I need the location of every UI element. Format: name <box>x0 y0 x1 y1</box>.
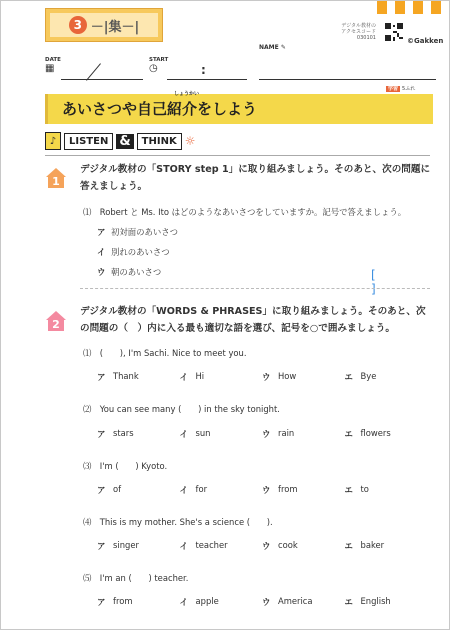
option-a[interactable]: ア 初対面のあいさつ <box>97 227 178 237</box>
question-2-item-1: ⑴ ( ), I'm Sachi. Nice to meet you. <box>83 348 247 358</box>
name-label: NAME ✎ <box>259 44 286 51</box>
date-label: DATE ▦ <box>45 57 61 74</box>
option[interactable]: ア of <box>97 484 122 495</box>
publisher-logo: ©Gakken <box>407 37 444 45</box>
question-2-item-3-options <box>97 484 427 496</box>
option[interactable]: ウ How <box>262 371 297 382</box>
pencil-icon: ✎ <box>280 44 286 51</box>
unit-label: －|集－| <box>90 19 140 35</box>
title-ruby: しょうかい <box>174 91 200 97</box>
question-2-item-4-options <box>97 540 427 552</box>
date-field[interactable] <box>61 79 143 80</box>
option[interactable]: イ Hi <box>179 371 205 382</box>
option[interactable]: ウ from <box>262 484 298 495</box>
option[interactable]: エ baker <box>344 540 385 551</box>
unit-tab <box>45 8 163 42</box>
option[interactable]: イ sun <box>179 428 211 439</box>
question-2-item-3: ⑶ I'm ( ) Kyoto. <box>83 461 168 471</box>
option-i[interactable]: イ 別れのあいさつ <box>97 247 170 257</box>
option[interactable]: ア stars <box>97 428 134 439</box>
question-2-house-icon <box>45 310 67 332</box>
ear-icon: ♪ <box>45 132 61 150</box>
option[interactable]: ア singer <box>97 540 139 551</box>
svg-text:1: 1 <box>52 175 60 188</box>
option[interactable]: エ Bye <box>344 371 377 382</box>
name-field[interactable] <box>259 79 436 80</box>
question-2-item-2: ⑵ You can see many ( ) in the sky tonight. <box>83 404 280 414</box>
question-2-item-5-options <box>97 596 427 608</box>
lightbulb-icon: ☼ <box>184 134 196 148</box>
corner-stripes <box>377 1 441 14</box>
option[interactable]: エ English <box>344 596 391 607</box>
option-u[interactable]: ウ 朝のあいさつ <box>97 267 162 277</box>
lesson-title-band <box>48 91 433 124</box>
calendar-icon: ▦ <box>45 63 55 74</box>
listen-think-header: ♪ LISTEN & THINK ☼ <box>45 132 195 150</box>
level-tag: 学習 5ふれ <box>388 86 416 92</box>
start-label: START ◷ <box>149 57 169 74</box>
option[interactable]: イ teacher <box>179 540 228 551</box>
question-2-item-4: ⑷ This is my mother. She's a science ( ). <box>83 517 273 527</box>
question-1-instruction: デジタル教材の「STORY step 1」に取り組みましょう。そのあと、次の問題に答えましょう。 <box>80 164 431 192</box>
option[interactable]: ウ cook <box>262 540 298 551</box>
question-2-instruction: デジタル教材の「WORDS & PHRASES」に取り組みましょう。そのあと、次の問題の（ ）内に入る最も適切な語を選び、記号を○で囲みましょう。 <box>80 306 426 334</box>
option[interactable]: イ for <box>179 484 208 495</box>
unit-number: 3 <box>69 16 87 34</box>
option[interactable]: ア from <box>97 596 133 607</box>
worksheet-page: 3 －|集－| デジタル教材の アクセスコード 030101 ©Gakken NAME ✎ DATE ▦ START ◷ : 学習 5ふれ あいさつや自己紹介をしよう しょうかい ♪ LISTEN & THINK ☼ 1 デジタル教材の「STORY step 1」に取り組みましょう。そのあと、次の問題に答えましょう。 ⑴ Robert と Ms. Ito はどのようなあいさつをしていますか。記号で答えましょう。 ア 初対面のあいさつ イ 別れのあいさつ ウ 朝のあいさつ [ ] 2 デジタル教材の「WORDS & PHRASES」に取り組みましょう。そのあと、次の問題の（ ）内に入る最も適切な語を選び、記号を○で囲みましょう。 ⑴ ( ), I'm Sachi. Nice to meet you. ア Thank イ Hi ウ How エ Bye ⑵ You can see many ( ) in the sky tonight. ア stars イ sun ウ rain エ flowers ⑶ I'm ( ) Kyoto. ア of イ for ウ from エ to ⑷ This is my mother. She's a science ( ). ア singer イ teacher ウ cook エ baker ⑸ I'm an ( ) teacher. ア from イ apple ウ America エ English <box>0 0 450 630</box>
option[interactable]: ウ rain <box>262 428 295 439</box>
question-1-house-icon <box>45 167 67 189</box>
question-1-options <box>97 226 178 286</box>
option[interactable]: ウ America <box>262 596 313 607</box>
option[interactable]: ア Thank <box>97 371 139 382</box>
question-2-item-1-options <box>97 371 427 383</box>
start-time-field[interactable] <box>167 79 247 80</box>
qr-code-icon <box>385 23 403 41</box>
option[interactable]: イ apple <box>179 596 219 607</box>
option[interactable]: エ to <box>344 484 369 495</box>
lesson-title: あいさつや自己紹介をしよう しょうかい <box>62 91 258 118</box>
svg-text:2: 2 <box>52 318 60 331</box>
option[interactable]: エ flowers <box>344 428 391 439</box>
qr-label: デジタル教材の アクセスコード 030101 <box>341 23 376 41</box>
question-2-item-2-options <box>97 428 427 440</box>
answer-bracket[interactable]: [ ] <box>371 268 412 296</box>
question-1-sub1: ⑴ Robert と Ms. Ito はどのようなあいさつをしていますか。記号で答えましょう。 <box>83 207 407 217</box>
question-2-item-5: ⑸ I'm an ( ) teacher. <box>83 573 189 583</box>
clock-icon: ◷ <box>149 63 158 74</box>
